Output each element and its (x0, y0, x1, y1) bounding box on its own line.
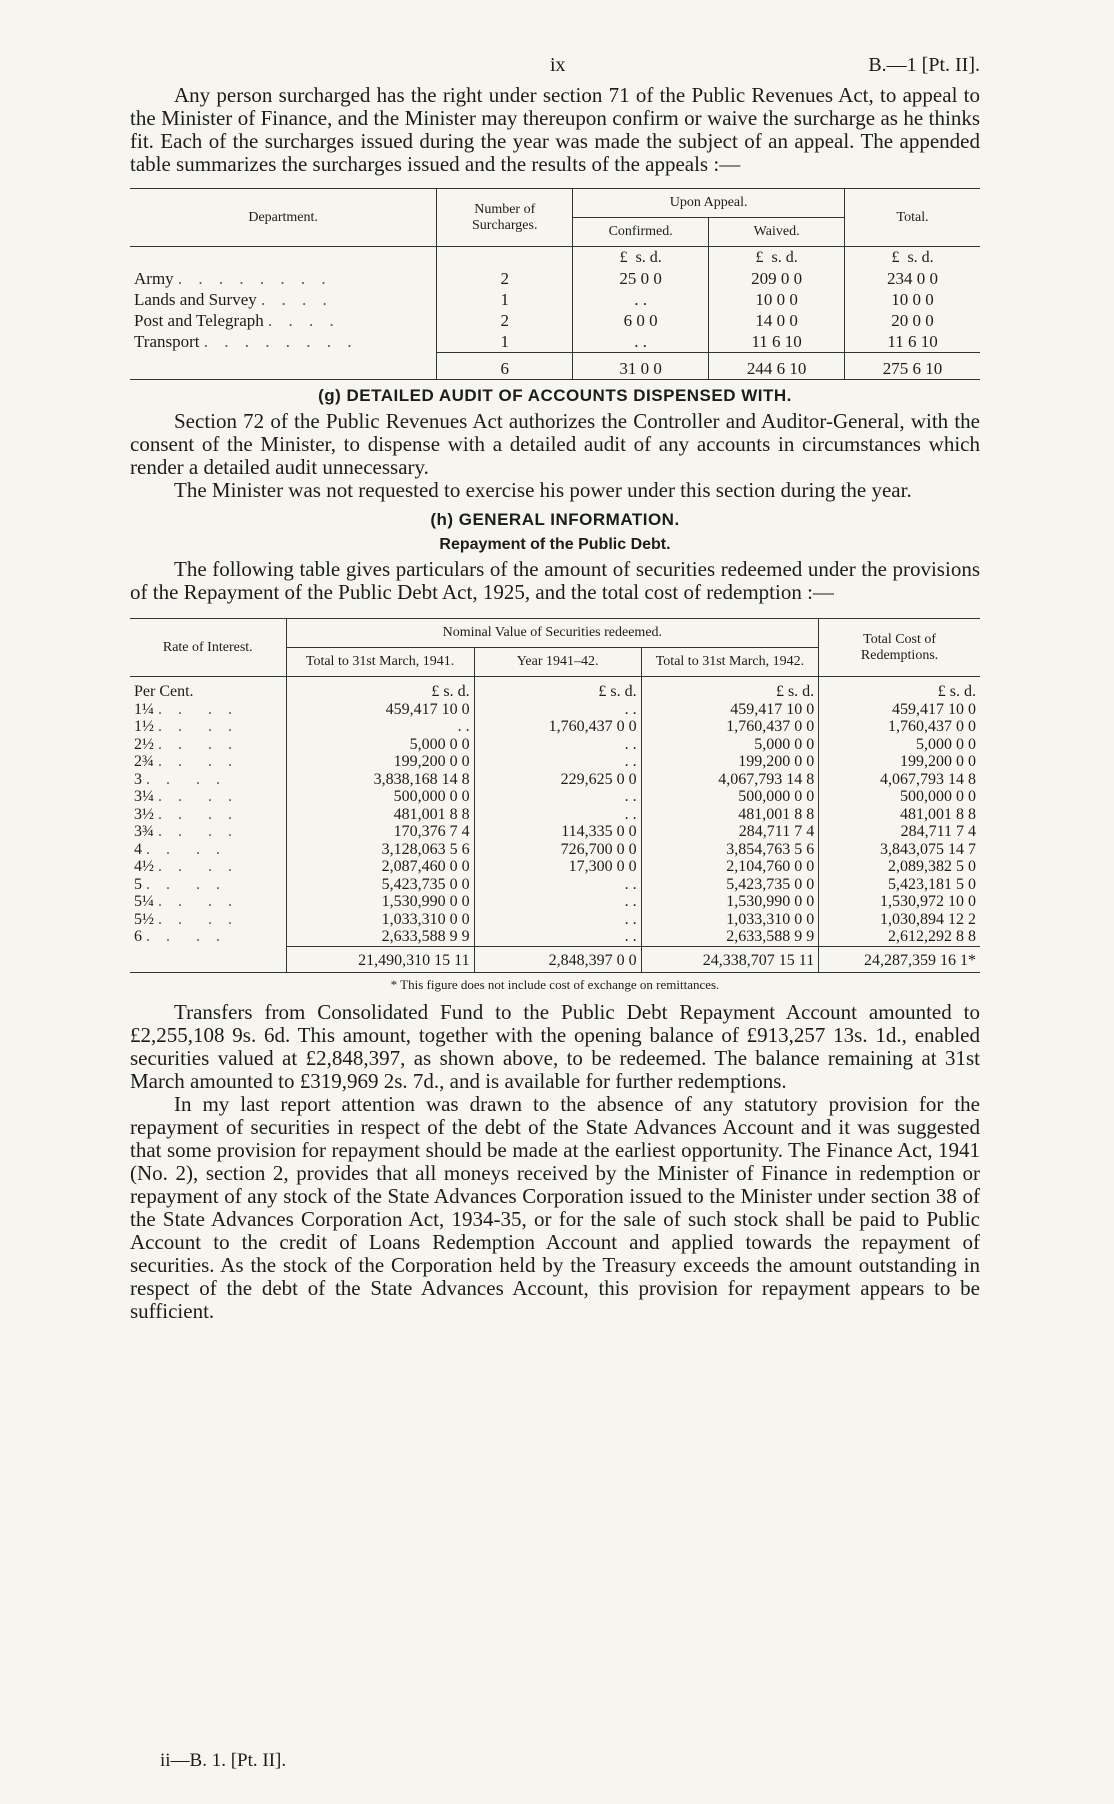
intro-paragraph: Any person surcharged has the right under section 71 of the Public Revenues Act, to appeal to the Minister of Finance, and the Minister may thereupon confirm or waive the surcharge as he thinks fit. Each of the surcharges issued during the year was made the subject of an appeal. The appended table summarizes the surcharges issued and the results of the appeals :— (130, 83, 980, 176)
col-rate: Rate of Interest. (130, 619, 286, 677)
table-row: 3½ . . . . 481,001 8 8 . . 481,001 8 8 481,001 8 8 (130, 806, 980, 824)
section-g-heading: (g) DETAILED AUDIT OF ACCOUNTS DISPENSED WITH. (318, 386, 792, 405)
table-row: 5 . . . . 5,423,735 0 0 . . 5,423,735 0 0 5,423,181 5 0 (130, 876, 980, 894)
table-row: 3 . . . . 3,838,168 14 8 229,625 0 0 4,067,793 14 8 4,067,793 14 8 (130, 771, 980, 789)
col-year: Year 1941–42. (474, 648, 641, 677)
section-h-paragraph: The following table gives particulars of the amount of securities redeemed under the provisions of the Repayment of the Public Debt Act, 1925, and the total cost of redemption :— (130, 557, 980, 604)
document-reference: B.—1 [Pt. II]. (868, 54, 980, 76)
table-row: 1¼ . . . . 459,417 10 0 . . 459,417 10 0 459,417 10 0 (130, 701, 980, 719)
col-cost: Total Cost of Redemptions. (819, 619, 980, 677)
totals-row: 6 31 0 0 244 6 10 275 6 10 (130, 353, 980, 380)
col-confirmed: Confirmed. (573, 218, 709, 247)
table-row: 4 . . . . 3,128,063 5 6 726,700 0 0 3,854,763 5 6 3,843,075 14 7 (130, 841, 980, 859)
page-footer: ii—B. 1. [Pt. II]. (160, 1750, 287, 1771)
table-row: 1½ . . . . . . 1,760,437 0 0 1,760,437 0 0 1,760,437 0 0 (130, 718, 980, 736)
unit-header: £ s. d. (709, 247, 845, 269)
unit-header: £ s. d. (845, 247, 980, 269)
page-number: ix (550, 54, 566, 76)
table-row: 5½ . . . . 1,033,310 0 0 . . 1,033,310 0 0 1,030,894 12 2 (130, 911, 980, 929)
col-nominal: Nominal Value of Securities redeemed. (286, 619, 819, 648)
section-g-paragraph-2: The Minister was not requested to exercise his power under this section during the year. (174, 478, 912, 502)
col-total-1941: Total to 31st March, 1941. (286, 648, 474, 677)
col-number: Number of Surcharges. (437, 189, 573, 247)
table-row: 5¼ . . . . 1,530,990 0 0 . . 1,530,990 0 0 1,530,972 10 0 (130, 893, 980, 911)
table-row: Transport . . . . . . . . 1 . . 11 6 10 11 6 10 (130, 331, 980, 353)
col-department: Department. (130, 189, 437, 247)
page-header (130, 50, 980, 84)
col-total-1942: Total to 31st March, 1942. (641, 648, 819, 677)
totals-row: 21,490,310 15 11 2,848,397 0 0 24,338,707 15 11 24,287,359 16 1* (130, 946, 980, 973)
section-h-subheading: Repayment of the Public Debt. (439, 536, 671, 553)
table-row: 3¼ . . . . 500,000 0 0 . . 500,000 0 0 500,000 0 0 (130, 788, 980, 806)
surcharge-table (130, 188, 980, 380)
per-cent-label: Per Cent. (134, 683, 194, 700)
table-row: 6 . . . . 2,633,588 9 9 . . 2,633,588 9 9 2,612,292 8 8 (130, 928, 980, 946)
table-row: 2¾ . . . . 199,200 0 0 . . 199,200 0 0 199,200 0 0 (130, 753, 980, 771)
section-g-paragraph-1: Section 72 of the Public Revenues Act authorizes the Controller and Auditor-General, with the consent of the Minister, to dispense with a detailed audit of any accounts in circumstances which render a detailed audit unnecessary. (130, 409, 980, 479)
table-row: Army . . . . . . . . 2 25 0 0 209 0 0 234 0 0 (130, 268, 980, 289)
table-row: Post and Telegraph . . . . 2 6 0 0 14 0 0 20 0 0 (130, 310, 980, 331)
table-footnote: * This figure does not include cost of exchange on remittances. (390, 977, 720, 992)
unit-header: £ s. d. (573, 247, 709, 269)
debt-table: Rate of Interest. Nominal Value of Securities redeemed. Total Cost of Redemptions. Total to 31st March, 1941. Year 1941–42. Total to 31st March, 1942. Per Cent. £ s. d. £ s. d. £ s. d. £ s. d. 1¼ . . . . 459,417 10 0 . . 459,417 10 0 459,417 10 0 1½ . . . . . . 1,760,437 0 0 1,760,437 0 0 1,760,437 0 0 2½ . . . . 5,000 0 0 . . 5,000 0 0 5,000 0 0 2¾ . . . . 199,200 0 0 . . 199,200 0 0 199,200 0 0 3 . . . . 3,838,168 14 8 229,625 0 0 4,067,793 14 8 4,067,793 14 8 3¼ . . . . 500,000 0 0 . . 500,000 0 0 500,000 0 0 3½ . . . . 481,001 8 8 . . 481,001 8 8 481,001 8 8 3¾ . . . . 170,376 7 4 114,335 0 0 284,711 7 4 284,711 7 4 4 . . . . 3,128,063 5 6 726,700 0 0 3,854,763 5 6 3,843,075 14 7 4½ . . . . 2,087,460 0 0 17,300 0 0 2,104,760 0 0 2,089,382 5 0 5 . . . . 5,423,735 0 0 . . 5,423,735 0 0 5,423,181 5 0 5¼ . . . . 1,530,990 0 0 . . 1,530,990 0 0 1,530,972 10 0 5½ . . . . 1,033,310 0 0 . . 1,033,310 0 0 1,030,894 12 2 6 . . . . 2,633,588 9 9 . . 2,633,588 9 9 2,612,292 8 8 21,490,310 15 11 2,848,397 0 0 24,338,707 15 11 24,287,359 16 1* (130, 618, 980, 973)
table-row: 2½ . . . . 5,000 0 0 . . 5,000 0 0 5,000 0 0 (130, 736, 980, 754)
document-page (130, 50, 980, 1323)
col-waived: Waived. (709, 218, 845, 247)
col-total: Total. (845, 189, 980, 247)
section-h-heading: (h) GENERAL INFORMATION. (430, 510, 680, 529)
col-upon-appeal: Upon Appeal. (573, 189, 845, 218)
table-row: 4½ . . . . 2,087,460 0 0 17,300 0 0 2,104,760 0 0 2,089,382 5 0 (130, 858, 980, 876)
transfers-paragraph: Transfers from Consolidated Fund to the Public Debt Repayment Account amounted to £2,255,108 9s. 6d. This amount, together with the opening balance of £913,257 13s. 1d., enabled securities valued at £2,848,397, as shown above, to be redeemed. The balance remaining at 31st March amounted to £319,969 2s. 7d., and is available for further redemptions. (130, 1000, 980, 1093)
table-row: 3¾ . . . . 170,376 7 4 114,335 0 0 284,711 7 4 284,711 7 4 (130, 823, 980, 841)
final-paragraph: In my last report attention was drawn to the absence of any statutory provision for the repayment of securities in respect of the debt of the State Advances Account and it was suggested that some provision for repayment should be made at the earliest opportunity. The Finance Act, 1941 (No. 2), section 2, provides that all moneys received by the Minister of Finance in redemption or repayment of any stock of the State Advances Corporation issued to the Minister under section 38 of the State Advances Corporation Act, 1934-35, or for the sale of such stock shall be paid to Public Account to the credit of Loans Redemption Account and applied towards the repayment of securities. As the stock of the Corporation held by the Treasury exceeds the amount outstanding in respect of the debt of the State Advances Account, this provision for repayment appears to be sufficient. (130, 1092, 980, 1323)
table-row: Lands and Survey . . . . 1 . . 10 0 0 10 0 0 (130, 289, 980, 310)
